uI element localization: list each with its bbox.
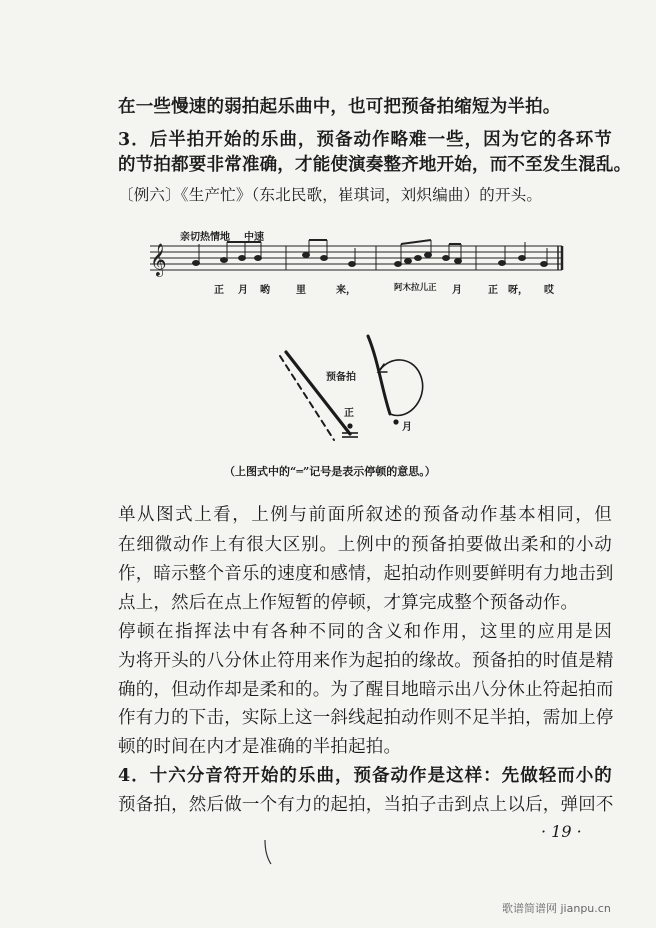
lyric: 来， — [336, 285, 356, 296]
lyric: 月 — [452, 285, 462, 296]
example-heading: 〔例六〕《生产忙》（东北民歌，崔琪词，刘炽编曲）的开头。 — [118, 186, 543, 204]
paragraph-line: 停顿在指挥法中有各种不同的含义和作用，这里的应用是因 — [118, 622, 612, 642]
conducting-diagram — [270, 330, 440, 450]
diagram-label: 正 — [344, 408, 354, 419]
paragraph-line: 4．十六分音符开始的乐曲，预备动作是这样：先做轻而小的 — [118, 766, 612, 786]
svg-text:𝄞: 𝄞 — [150, 243, 167, 276]
figure-caption: （上图式中的“═”记号是表示停顿的意思。） — [224, 465, 436, 478]
paragraph-line: 确的，但动作却是柔和的。为了醒目地暗示出八分休止符起拍而 — [118, 680, 614, 700]
lyric: 哎 — [544, 285, 554, 296]
lyric: 阿木拉儿正 — [394, 283, 437, 293]
paragraph-line: 的节拍都要非常准确，才能使演奏整齐地开始，而不至发生混乱。 — [118, 155, 632, 175]
lyric: 正 — [488, 285, 498, 296]
paragraph-line: 预备拍，然后做一个有力的起拍，当拍子击到点上以后，弹回不 — [118, 795, 614, 815]
lyric: 月 — [238, 285, 248, 296]
tempo-marking: 亲切热情地 — [180, 232, 230, 243]
lyric: 哟 — [260, 285, 270, 296]
lyric: 正 — [214, 285, 224, 296]
lyric: 里 — [296, 285, 306, 296]
diagram-label: 预备拍 — [326, 372, 356, 383]
paragraph-line: 点上，然后在点上作短暂的停顿，才算完成整个预备动作。 — [118, 593, 579, 613]
paragraph-line: 3．后半拍开始的乐曲，预备动作略难一些，因为它的各环节 — [118, 130, 612, 150]
paragraph-line: 作，暗示整个音乐的速度和感情，起拍动作则要鲜明有力地击到 — [118, 564, 614, 584]
paragraph-line: 在一些慢速的弱拍起乐曲中，也可把预备拍缩短为半拍。 — [118, 97, 561, 117]
music-staff — [146, 236, 566, 280]
diagram-label: 月 — [402, 422, 412, 433]
paragraph-line: 顿的时间在内才是准确的半拍起拍。 — [118, 737, 402, 757]
scan-mark — [262, 838, 274, 868]
paragraph-line: 在细微动作上有很大区别。上例中的预备拍要做出柔和的小动 — [118, 535, 612, 555]
tempo-marking: 中速 — [244, 232, 264, 243]
paragraph-line: 为将开头的八分休止符用来作为起拍的缘故。预备拍的时值是精 — [118, 651, 614, 671]
watermark: 歌谱简谱网 jianpu.cn — [502, 902, 611, 915]
paragraph-line: 作有力的下击，实际上这一斜线起拍动作则不足半拍，需加上停 — [118, 708, 614, 728]
paragraph-line: 单从图式上看，上例与前面所叙述的预备动作基本相同，但 — [118, 505, 612, 525]
lyric: 呀， — [508, 285, 528, 296]
page-number: · 19 · — [541, 822, 582, 841]
